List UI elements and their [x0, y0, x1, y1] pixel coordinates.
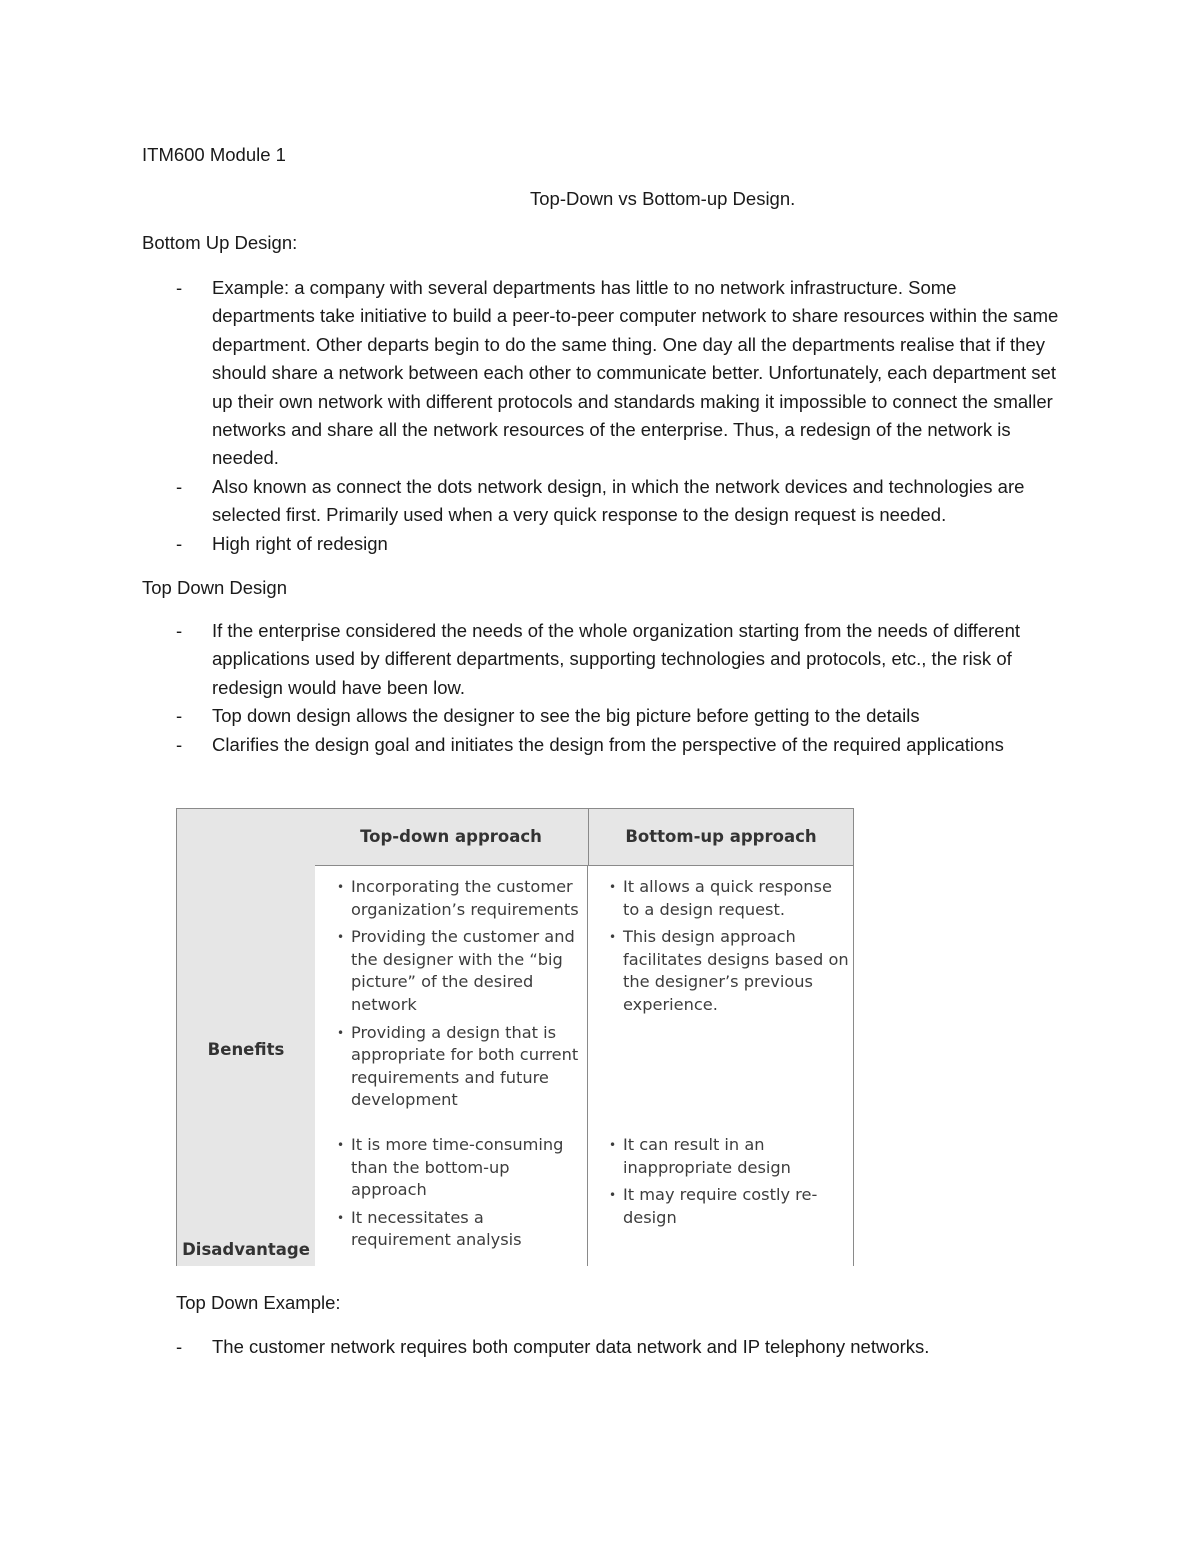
bullet-dot: • — [337, 1138, 345, 1152]
bullet-dot: • — [337, 1025, 345, 1040]
dash-bullet: - — [176, 733, 183, 755]
bullet-dot: • — [337, 930, 345, 945]
bullet-dot: • — [609, 1188, 617, 1203]
row-label-disadvantage: Disadvantage — [182, 1240, 310, 1259]
dash-bullet: - — [176, 1336, 183, 1357]
list-item: • Incorporating the customer organization’s requirements — [337, 877, 579, 919]
comparison-table — [176, 808, 854, 1266]
top-down-example-list — [0, 1333, 1062, 1361]
dash-bullet: - — [176, 705, 183, 727]
dash-bullet: - — [176, 620, 183, 641]
row-label-column — [176, 865, 315, 1266]
list-item: • Providing a design that is appropriate for both current requirements and future development — [337, 1022, 579, 1110]
list-item: - Top down design allows the designer to see the big picture before getting to the details — [0, 702, 1042, 730]
document-title: Top-Down vs Bottom-up Design. — [530, 188, 796, 209]
list-item: - High right of redesign — [0, 530, 1062, 558]
bottom-up-list — [0, 274, 1062, 558]
list-item: • It may require costly re-design — [609, 1185, 818, 1227]
bullet-dot: • — [609, 880, 617, 894]
bullet-dot: • — [609, 930, 617, 945]
list-item: - The customer network requires both computer data network and IP telephony networks. — [0, 1333, 1062, 1361]
list-item: - Example: a company with several departments has little to no network infrastructure. Some departments take initiative to build a peer-to-peer computer network to share resources within the same department. Other departs begin to do the same thing. One day all the departments realise that if they should share a network between each other to communicate better. Unfortunately, each department set up their own network with different protocols and standards making it impossible to connect the smaller networks and share all the network resources of the enterprise. Thus, a redesign of the network is needed. — [0, 274, 1062, 473]
dash-bullet: - — [176, 475, 183, 497]
benefits-bottom-up-cell — [588, 876, 850, 1022]
list-item: - Clarifies the design goal and initiates the design from the perspective of the required applications — [0, 731, 1042, 759]
course-title: ITM600 Module 1 — [142, 144, 286, 165]
bullet-dot: • — [337, 880, 345, 894]
list-item: • It necessitates a requirement analysis — [337, 1207, 522, 1250]
list-item: • It can result in an inappropriate design — [609, 1135, 791, 1177]
table-header-row — [176, 808, 854, 866]
row-label-benefits: Benefits — [207, 1040, 285, 1059]
list-item: • Providing the customer and the designer with the “big picture” of the desired network — [337, 927, 575, 1014]
table-right-border — [853, 865, 854, 1266]
bullet-dot: • — [609, 1138, 617, 1152]
bottom-up-heading: Bottom Up Design: — [142, 232, 298, 253]
top-down-heading: Top Down Design — [142, 577, 287, 598]
list-item: • This design approach facilitates designs based on the designer’s previous experience. — [609, 927, 849, 1014]
column-header-bottom-up: Bottom-up approach — [625, 827, 817, 846]
column-header-top-down: Top-down approach — [360, 827, 542, 846]
top-down-example-heading: Top Down Example: — [176, 1292, 341, 1313]
dash-bullet: - — [176, 532, 183, 554]
list-item: • It allows a quick response to a design request. — [609, 877, 832, 919]
disadvantage-bottom-up-cell — [588, 1134, 850, 1234]
disadvantage-top-down-cell — [314, 1134, 582, 1257]
bullet-dot: • — [337, 1210, 345, 1225]
dash-bullet: - — [176, 277, 183, 298]
list-item: - Also known as connect the dots network design, in which the network devices and technologies are selected first. Primarily used when a very quick response to the design request is needed. — [0, 473, 1062, 530]
top-down-list — [0, 617, 1042, 759]
benefits-top-down-cell — [314, 876, 582, 1117]
list-item: - If the enterprise considered the needs of the whole organization starting from the needs of different applications used by different departments, supporting technologies and protocols, etc., the risk of redesign would have been low. — [0, 617, 1042, 702]
list-item: • It is more time-consuming than the bottom-up approach — [337, 1135, 564, 1200]
